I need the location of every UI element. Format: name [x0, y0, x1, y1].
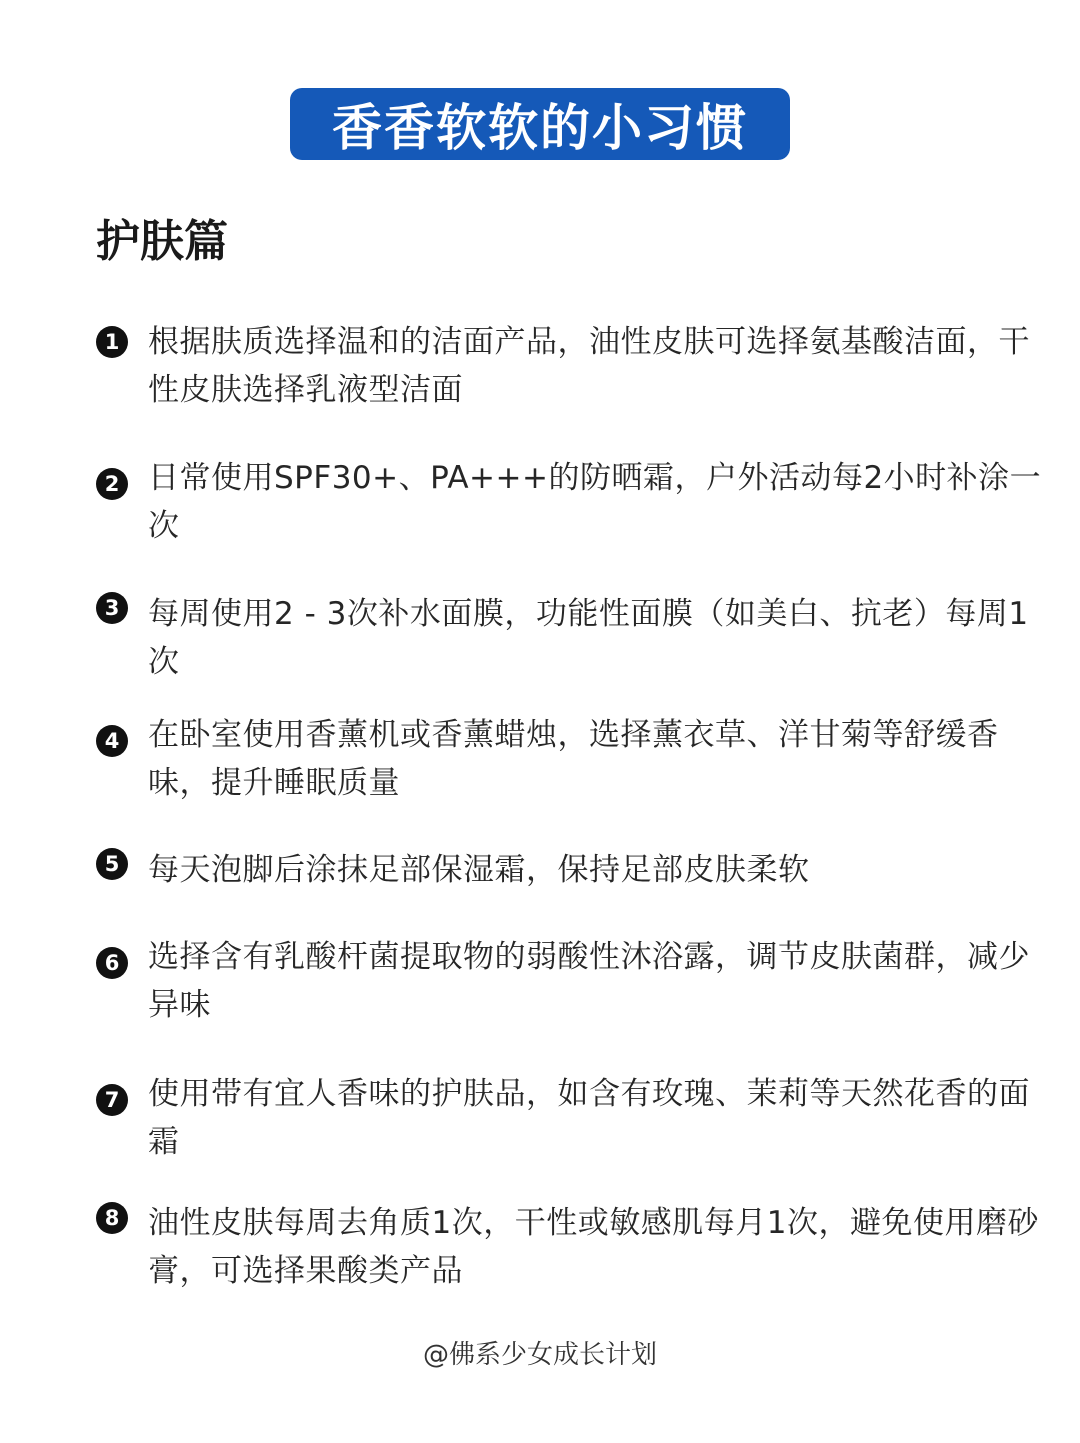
number-badge-2: 2 — [96, 468, 128, 500]
tip-text-4: 在卧室使用香薰机或香薰蜡烛，选择薰衣草、洋甘菊等舒缓香味，提升睡眠质量 — [148, 717, 999, 801]
tip-text-6: 选择含有乳酸杆菌提取物的弱酸性沐浴露，调节皮肤菌群，减少异味 — [148, 939, 1030, 1023]
tip-text-8: 油性皮肤每周去角质1次，干性或敏感肌每月1次，避免使用磨砂膏，可选择果酸类产品 — [148, 1205, 1039, 1289]
tip-text-1: 根据肤质选择温和的洁面产品，油性皮肤可选择氨基酸洁面，干性皮肤选择乳液型洁面 — [148, 324, 1030, 408]
number-badge-1: 1 — [96, 326, 128, 358]
number-badge-6: 6 — [96, 947, 128, 979]
page-title: 香香软软的小习惯 — [332, 99, 748, 157]
section-heading: 护肤篇 — [96, 216, 228, 267]
tip-text-2: 日常使用SPF30+、PA+++的防晒霜，户外活动每2小时补涂一次 — [148, 460, 1042, 544]
number-badge-5: 5 — [96, 848, 128, 880]
title-banner — [290, 88, 790, 160]
tip-text-5: 每天泡脚后涂抹足部保湿霜，保持足部皮肤柔软 — [148, 852, 810, 888]
number-badge-3: 3 — [96, 592, 128, 624]
tip-text-7: 使用带有宜人香味的护肤品，如含有玫瑰、茉莉等天然花香的面霜 — [148, 1076, 1030, 1160]
number-badge-4: 4 — [96, 725, 128, 757]
tip-text-3: 每周使用2 - 3次补水面膜，功能性面膜（如美白、抗老）每周1次 — [148, 596, 1029, 680]
footer-credit: @佛系少女成长计划 — [422, 1340, 657, 1370]
number-badge-7: 7 — [96, 1084, 128, 1116]
number-badge-8: 8 — [96, 1202, 128, 1234]
